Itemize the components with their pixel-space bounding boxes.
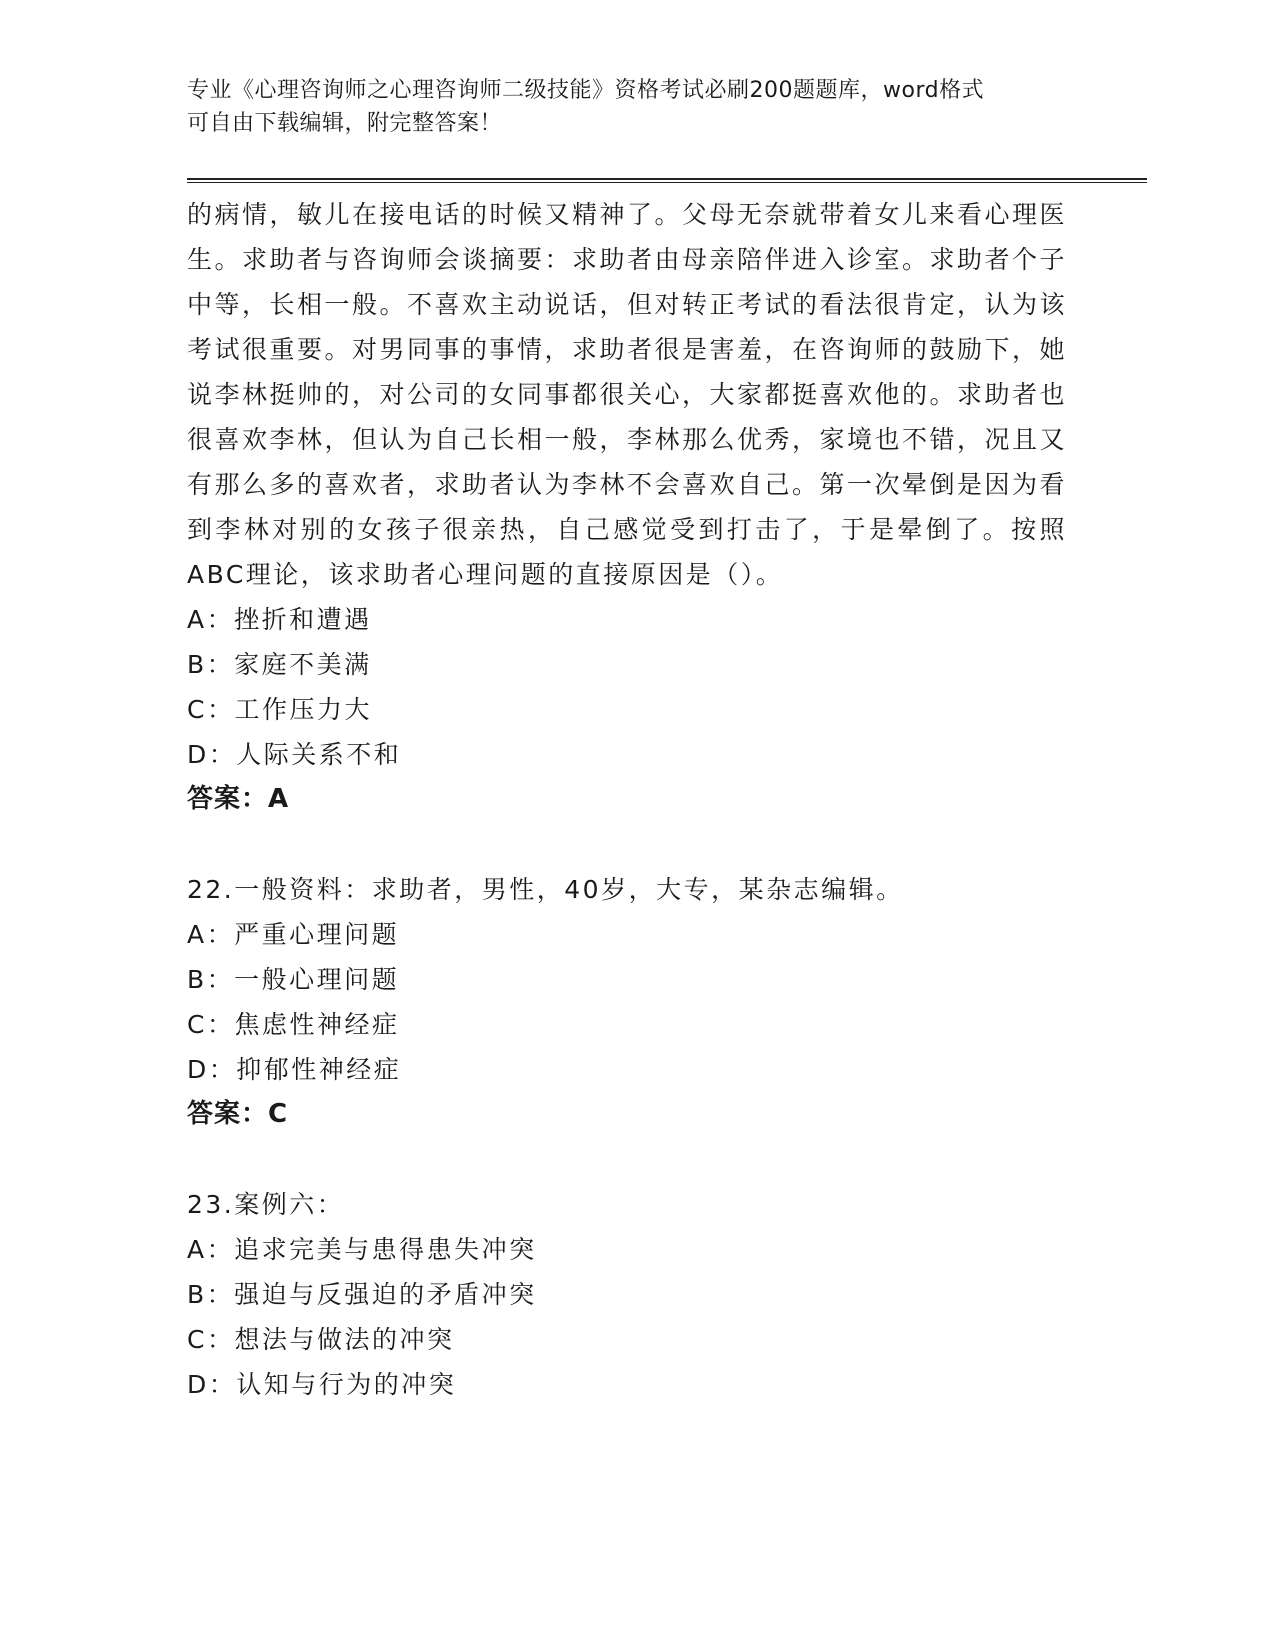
header-line-1: 专业《心理咨询师之心理咨询师二级技能》资格考试必刷200题题库，word格式 (187, 78, 985, 103)
option-d: D：抑郁性神经症 (187, 1055, 402, 1084)
option-d: D：认知与行为的冲突 (187, 1370, 457, 1399)
spacer (187, 1137, 1067, 1182)
option-b: B：一般心理问题 (187, 965, 400, 994)
option-c: C：焦虑性神经症 (187, 1010, 400, 1039)
option-d: D：人际关系不和 (187, 740, 402, 769)
option-c: C：工作压力大 (187, 695, 372, 724)
page-header (187, 74, 1067, 140)
answer: 答案：C (187, 1099, 289, 1129)
question-text: 23.案例六： (187, 1190, 345, 1219)
document-body (187, 192, 1067, 1407)
question-text: 的病情，敏儿在接电话的时候又精神了。父母无奈就带着女儿来看心理医生。求助者与咨询师会谈摘要：求助者由母亲陪伴进入诊室。求助者个子中等，长相一般。不喜欢主动说话，但对转正考试的看法很肯定，认为该考试很重要。对男同事的事情，求助者很是害羞，在咨询师的鼓励下，她说李林挺帅的，对公司的女同事都很关心，大家都挺喜欢他的。求助者也很喜欢李林，但认为自己长相一般，李林那么优秀，家境也不错，况且又有那么多的喜欢者，求助者认为李林不会喜欢自己。第一次晕倒是因为看到李林对别的女孩子很亲热，自己感觉受到打击了，于是晕倒了。按照ABC理论，该求助者心理问题的直接原因是（）。 (187, 200, 1068, 589)
question-text: 22.一般资料：求助者，男性，40岁，大专，某杂志编辑。 (187, 875, 904, 904)
option-b: B：家庭不美满 (187, 650, 372, 679)
header-divider (187, 178, 1147, 183)
option-a: A：挫折和遭遇 (187, 605, 372, 634)
option-b: B：强迫与反强迫的矛盾冲突 (187, 1280, 537, 1309)
spacer (187, 822, 1067, 867)
question-23 (187, 1182, 1067, 1407)
answer: 答案：A (187, 784, 290, 814)
header-line-2: 可自由下载编辑，附完整答案！ (187, 111, 503, 136)
option-a: A：严重心理问题 (187, 920, 400, 949)
option-a: A：追求完美与患得患失冲突 (187, 1235, 537, 1264)
option-c: C：想法与做法的冲突 (187, 1325, 455, 1354)
question-21 (187, 192, 1067, 822)
question-22 (187, 867, 1067, 1137)
